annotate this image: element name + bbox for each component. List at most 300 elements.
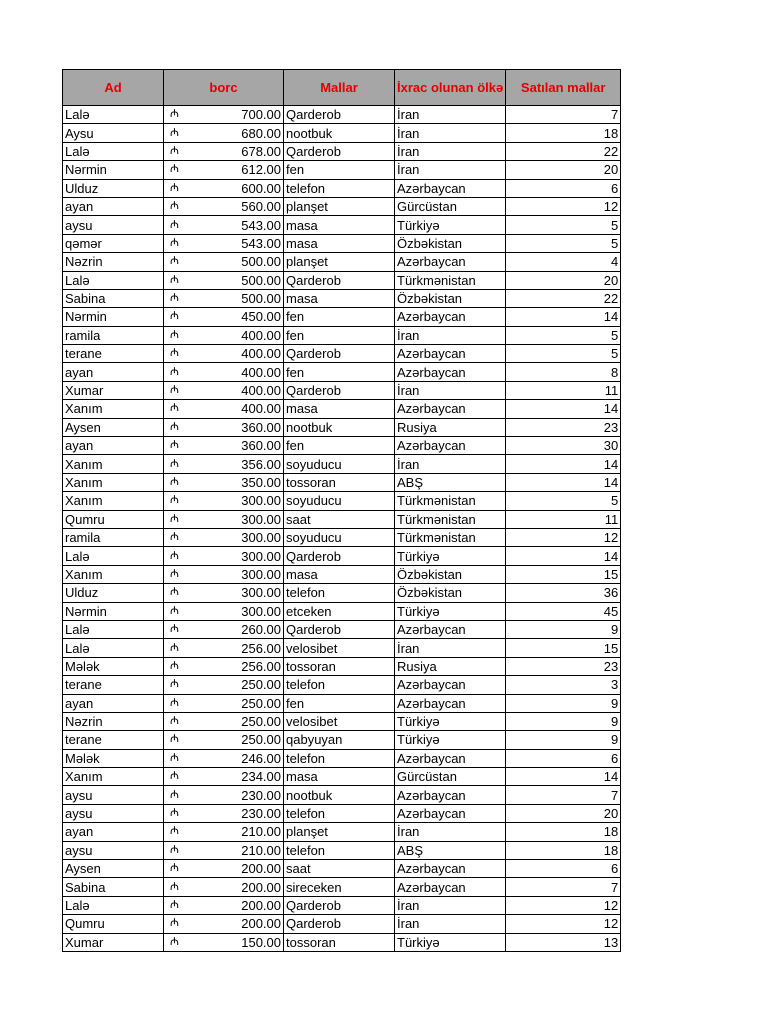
cell-ixrac-olke[interactable]: İran — [395, 106, 506, 124]
cell-mallar[interactable]: masa — [284, 234, 395, 252]
borc-amount: 600.00 — [241, 180, 281, 196]
cell-mallar[interactable]: masa — [284, 768, 395, 786]
cell-borc[interactable] — [164, 216, 284, 234]
cell-ixrac-olke[interactable]: Türkmənistan — [395, 271, 506, 289]
cell-ixrac-olke[interactable]: Türkmənistan — [395, 528, 506, 546]
cell-borc[interactable] — [164, 823, 284, 841]
currency-symbol: ₼ — [170, 641, 179, 654]
cell-satilan-mallar[interactable]: 20 — [506, 271, 621, 289]
cell-ixrac-olke[interactable]: Azərbaycan — [395, 786, 506, 804]
cell-borc[interactable] — [164, 860, 284, 878]
cell-ixrac-olke[interactable]: Özbəkistan — [395, 584, 506, 602]
cell-ad[interactable]: Nərmin — [63, 308, 164, 326]
cell-borc[interactable] — [164, 142, 284, 160]
cell-mallar[interactable]: fen — [284, 308, 395, 326]
cell-ixrac-olke[interactable]: ABŞ — [395, 473, 506, 491]
cell-ad[interactable]: ayan — [63, 694, 164, 712]
cell-satilan-mallar[interactable]: 11 — [506, 510, 621, 528]
cell-mallar[interactable]: telefon — [284, 841, 395, 859]
cell-borc[interactable] — [164, 326, 284, 344]
table-row — [63, 253, 621, 271]
cell-ixrac-olke[interactable]: Özbəkistan — [395, 234, 506, 252]
currency-symbol: ₼ — [170, 255, 179, 268]
header-satilan-mallar[interactable]: Satılan mallar — [506, 70, 621, 106]
cell-satilan-mallar[interactable]: 45 — [506, 602, 621, 620]
cell-mallar[interactable]: nootbuk — [284, 124, 395, 142]
cell-satilan-mallar[interactable]: 23 — [506, 418, 621, 436]
cell-mallar[interactable]: soyuducu — [284, 492, 395, 510]
cell-satilan-mallar[interactable]: 12 — [506, 915, 621, 933]
table-row — [63, 620, 621, 638]
borc-amount: 400.00 — [241, 401, 281, 417]
borc-amount: 210.00 — [241, 824, 281, 840]
cell-ixrac-olke[interactable]: Özbəkistan — [395, 289, 506, 307]
cell-borc[interactable] — [164, 896, 284, 914]
currency-symbol: ₼ — [170, 512, 179, 525]
cell-ixrac-olke[interactable]: Rusiya — [395, 657, 506, 675]
cell-ixrac-olke[interactable]: Gürcüstan — [395, 768, 506, 786]
cell-ixrac-olke[interactable]: Türkiyə — [395, 731, 506, 749]
cell-mallar[interactable]: Qarderob — [284, 547, 395, 565]
cell-ixrac-olke[interactable]: Azərbaycan — [395, 437, 506, 455]
cell-satilan-mallar[interactable]: 6 — [506, 749, 621, 767]
cell-mallar[interactable]: telefon — [284, 749, 395, 767]
data-table — [62, 69, 621, 952]
cell-borc[interactable] — [164, 933, 284, 951]
cell-mallar[interactable]: Qarderob — [284, 915, 395, 933]
currency-symbol: ₼ — [170, 347, 179, 360]
cell-satilan-mallar[interactable]: 14 — [506, 473, 621, 491]
table-row — [63, 657, 621, 675]
cell-borc[interactable] — [164, 584, 284, 602]
table-row — [63, 381, 621, 399]
table-row — [63, 841, 621, 859]
cell-satilan-mallar[interactable]: 5 — [506, 234, 621, 252]
cell-ad[interactable]: Lalə — [63, 896, 164, 914]
cell-ad[interactable]: Lalə — [63, 620, 164, 638]
cell-mallar[interactable]: saat — [284, 510, 395, 528]
cell-mallar[interactable]: fen — [284, 326, 395, 344]
cell-borc[interactable] — [164, 731, 284, 749]
cell-mallar[interactable]: masa — [284, 400, 395, 418]
cell-mallar[interactable]: velosibet — [284, 639, 395, 657]
cell-ixrac-olke[interactable]: Türkmənistan — [395, 492, 506, 510]
cell-satilan-mallar[interactable]: 18 — [506, 823, 621, 841]
cell-borc[interactable] — [164, 915, 284, 933]
cell-satilan-mallar[interactable]: 12 — [506, 896, 621, 914]
cell-ad[interactable]: aysu — [63, 786, 164, 804]
cell-ad[interactable]: ayan — [63, 197, 164, 215]
table-row — [63, 161, 621, 179]
cell-ixrac-olke[interactable]: Azərbaycan — [395, 253, 506, 271]
cell-mallar[interactable]: planşet — [284, 253, 395, 271]
cell-ixrac-olke[interactable]: Türkiyə — [395, 602, 506, 620]
cell-mallar[interactable]: qabyuyan — [284, 731, 395, 749]
cell-borc[interactable] — [164, 400, 284, 418]
cell-mallar[interactable]: Qarderob — [284, 106, 395, 124]
cell-ad[interactable]: Lalə — [63, 271, 164, 289]
borc-amount: 360.00 — [241, 438, 281, 454]
table-row — [63, 712, 621, 730]
cell-satilan-mallar[interactable]: 9 — [506, 620, 621, 638]
cell-ad[interactable]: qəmər — [63, 234, 164, 252]
cell-mallar[interactable]: tossoran — [284, 933, 395, 951]
cell-ad[interactable]: Xanım — [63, 455, 164, 473]
cell-ixrac-olke[interactable]: Azərbaycan — [395, 308, 506, 326]
cell-ad[interactable]: Nəzrin — [63, 253, 164, 271]
header-mallar[interactable]: Mallar — [284, 70, 395, 106]
cell-ad[interactable]: ayan — [63, 363, 164, 381]
cell-mallar[interactable]: Qarderob — [284, 271, 395, 289]
table-row — [63, 492, 621, 510]
cell-satilan-mallar[interactable]: 36 — [506, 584, 621, 602]
cell-borc[interactable] — [164, 473, 284, 491]
cell-ad[interactable]: Nərmin — [63, 602, 164, 620]
cell-borc[interactable] — [164, 363, 284, 381]
cell-satilan-mallar[interactable]: 7 — [506, 878, 621, 896]
cell-ad[interactable]: Aysu — [63, 124, 164, 142]
cell-ad[interactable]: Xanım — [63, 565, 164, 583]
cell-ad[interactable]: terane — [63, 345, 164, 363]
cell-borc[interactable] — [164, 345, 284, 363]
cell-borc[interactable] — [164, 418, 284, 436]
cell-borc[interactable] — [164, 749, 284, 767]
header-ad[interactable]: Ad — [63, 70, 164, 106]
cell-satilan-mallar[interactable]: 5 — [506, 216, 621, 234]
cell-borc[interactable] — [164, 676, 284, 694]
cell-satilan-mallar[interactable]: 15 — [506, 639, 621, 657]
cell-borc[interactable] — [164, 565, 284, 583]
cell-satilan-mallar[interactable]: 7 — [506, 106, 621, 124]
cell-satilan-mallar[interactable]: 6 — [506, 179, 621, 197]
currency-symbol: ₼ — [170, 807, 179, 820]
cell-ad[interactable]: Aysen — [63, 860, 164, 878]
cell-ad[interactable]: terane — [63, 676, 164, 694]
cell-borc[interactable] — [164, 768, 284, 786]
currency-symbol: ₼ — [170, 825, 179, 838]
currency-symbol: ₼ — [170, 494, 179, 507]
currency-symbol: ₼ — [170, 457, 179, 470]
cell-ixrac-olke[interactable]: Azərbaycan — [395, 860, 506, 878]
cell-ixrac-olke[interactable]: İran — [395, 124, 506, 142]
borc-amount: 230.00 — [241, 806, 281, 822]
cell-ad[interactable]: Nəzrin — [63, 712, 164, 730]
cell-satilan-mallar[interactable]: 14 — [506, 547, 621, 565]
cell-ixrac-olke[interactable]: Azərbaycan — [395, 345, 506, 363]
cell-ad[interactable]: Nərmin — [63, 161, 164, 179]
cell-borc[interactable] — [164, 712, 284, 730]
borc-amount: 400.00 — [241, 346, 281, 362]
cell-satilan-mallar[interactable]: 5 — [506, 326, 621, 344]
cell-ad[interactable]: Qumru — [63, 915, 164, 933]
cell-borc[interactable] — [164, 197, 284, 215]
cell-borc[interactable] — [164, 253, 284, 271]
cell-satilan-mallar[interactable]: 4 — [506, 253, 621, 271]
cell-mallar[interactable]: telefon — [284, 179, 395, 197]
cell-ad[interactable]: Xanım — [63, 473, 164, 491]
cell-borc[interactable] — [164, 841, 284, 859]
cell-satilan-mallar[interactable]: 9 — [506, 731, 621, 749]
currency-symbol: ₼ — [170, 898, 179, 911]
cell-satilan-mallar[interactable]: 7 — [506, 786, 621, 804]
currency-symbol: ₼ — [170, 917, 179, 930]
table-row — [63, 124, 621, 142]
cell-mallar[interactable]: telefon — [284, 804, 395, 822]
cell-borc[interactable] — [164, 381, 284, 399]
cell-ixrac-olke[interactable]: İran — [395, 823, 506, 841]
borc-amount: 246.00 — [241, 750, 281, 766]
cell-ixrac-olke[interactable]: Azərbaycan — [395, 620, 506, 638]
header-ixrac-olke[interactable]: İxrac olunan ölkə — [395, 70, 506, 106]
cell-satilan-mallar[interactable]: 8 — [506, 363, 621, 381]
cell-ad[interactable]: Ulduz — [63, 179, 164, 197]
cell-mallar[interactable]: planşet — [284, 823, 395, 841]
borc-amount: 250.00 — [241, 714, 281, 730]
table-row — [63, 455, 621, 473]
cell-satilan-mallar[interactable]: 22 — [506, 142, 621, 160]
cell-ixrac-olke[interactable]: Gürcüstan — [395, 197, 506, 215]
table-row — [63, 860, 621, 878]
cell-satilan-mallar[interactable]: 5 — [506, 345, 621, 363]
cell-mallar[interactable]: tossoran — [284, 657, 395, 675]
currency-symbol: ₼ — [170, 218, 179, 231]
table-row — [63, 933, 621, 951]
cell-mallar[interactable]: fen — [284, 437, 395, 455]
cell-satilan-mallar[interactable]: 14 — [506, 455, 621, 473]
table-row — [63, 768, 621, 786]
cell-ixrac-olke[interactable]: İran — [395, 896, 506, 914]
currency-symbol: ₼ — [170, 126, 179, 139]
cell-borc[interactable] — [164, 804, 284, 822]
cell-ad[interactable]: Lalə — [63, 639, 164, 657]
currency-symbol: ₼ — [170, 108, 179, 121]
cell-satilan-mallar[interactable]: 9 — [506, 694, 621, 712]
cell-satilan-mallar[interactable]: 14 — [506, 768, 621, 786]
cell-ixrac-olke[interactable]: Azərbaycan — [395, 694, 506, 712]
cell-mallar[interactable]: Qarderob — [284, 381, 395, 399]
cell-satilan-mallar[interactable]: 22 — [506, 289, 621, 307]
cell-mallar[interactable]: soyuducu — [284, 455, 395, 473]
cell-ixrac-olke[interactable]: Azərbaycan — [395, 363, 506, 381]
cell-ad[interactable]: Xanım — [63, 768, 164, 786]
cell-satilan-mallar[interactable]: 14 — [506, 308, 621, 326]
cell-ad[interactable]: aysu — [63, 841, 164, 859]
table-row — [63, 326, 621, 344]
borc-amount: 250.00 — [241, 677, 281, 693]
currency-symbol: ₼ — [170, 420, 179, 433]
currency-symbol: ₼ — [170, 531, 179, 544]
cell-mallar[interactable]: sireceken — [284, 878, 395, 896]
cell-mallar[interactable]: nootbuk — [284, 786, 395, 804]
table-row — [63, 602, 621, 620]
cell-mallar[interactable]: etceken — [284, 602, 395, 620]
cell-satilan-mallar[interactable]: 12 — [506, 528, 621, 546]
cell-satilan-mallar[interactable]: 20 — [506, 161, 621, 179]
cell-ixrac-olke[interactable]: Azərbaycan — [395, 878, 506, 896]
cell-ixrac-olke[interactable]: Azərbaycan — [395, 179, 506, 197]
cell-satilan-mallar[interactable]: 15 — [506, 565, 621, 583]
cell-ixrac-olke[interactable]: İran — [395, 161, 506, 179]
cell-mallar[interactable]: masa — [284, 289, 395, 307]
cell-borc[interactable] — [164, 620, 284, 638]
cell-ad[interactable]: Lalə — [63, 106, 164, 124]
cell-ad[interactable]: Mələk — [63, 749, 164, 767]
cell-ad[interactable]: Xanım — [63, 492, 164, 510]
cell-satilan-mallar[interactable]: 3 — [506, 676, 621, 694]
currency-symbol: ₼ — [170, 733, 179, 746]
cell-borc[interactable] — [164, 878, 284, 896]
cell-borc[interactable] — [164, 639, 284, 657]
currency-symbol: ₼ — [170, 181, 179, 194]
cell-ad[interactable]: Sabina — [63, 289, 164, 307]
cell-ixrac-olke[interactable]: ABŞ — [395, 841, 506, 859]
cell-ixrac-olke[interactable]: Türkiyə — [395, 216, 506, 234]
borc-amount: 256.00 — [241, 640, 281, 656]
cell-borc[interactable] — [164, 437, 284, 455]
table-row — [63, 565, 621, 583]
cell-borc[interactable] — [164, 602, 284, 620]
cell-ad[interactable]: Xumar — [63, 933, 164, 951]
cell-satilan-mallar[interactable]: 23 — [506, 657, 621, 675]
cell-ad[interactable]: Aysen — [63, 418, 164, 436]
cell-ad[interactable]: Lalə — [63, 142, 164, 160]
borc-amount: 450.00 — [241, 309, 281, 325]
cell-borc[interactable] — [164, 289, 284, 307]
cell-ixrac-olke[interactable]: Türkmənistan — [395, 510, 506, 528]
cell-ixrac-olke[interactable]: İran — [395, 381, 506, 399]
cell-ad[interactable]: ayan — [63, 823, 164, 841]
table-row — [63, 528, 621, 546]
currency-symbol: ₼ — [170, 292, 179, 305]
cell-ad[interactable]: Sabina — [63, 878, 164, 896]
cell-ixrac-olke[interactable]: İran — [395, 326, 506, 344]
cell-ixrac-olke[interactable]: Rusiya — [395, 418, 506, 436]
cell-ad[interactable]: ramila — [63, 528, 164, 546]
table-row — [63, 289, 621, 307]
cell-mallar[interactable]: nootbuk — [284, 418, 395, 436]
cell-ixrac-olke[interactable]: Türkiyə — [395, 547, 506, 565]
cell-ad[interactable]: Xumar — [63, 381, 164, 399]
cell-ixrac-olke[interactable]: Azərbaycan — [395, 400, 506, 418]
cell-borc[interactable] — [164, 271, 284, 289]
cell-satilan-mallar[interactable]: 18 — [506, 124, 621, 142]
cell-ixrac-olke[interactable]: Türkiyə — [395, 712, 506, 730]
cell-mallar[interactable]: Qarderob — [284, 620, 395, 638]
cell-satilan-mallar[interactable]: 5 — [506, 492, 621, 510]
table-row — [63, 584, 621, 602]
cell-satilan-mallar[interactable]: 12 — [506, 197, 621, 215]
cell-ad[interactable]: Qumru — [63, 510, 164, 528]
currency-symbol: ₼ — [170, 604, 179, 617]
cell-borc[interactable] — [164, 657, 284, 675]
borc-amount: 560.00 — [241, 199, 281, 215]
cell-borc[interactable] — [164, 786, 284, 804]
cell-borc[interactable] — [164, 234, 284, 252]
cell-ad[interactable]: Ulduz — [63, 584, 164, 602]
cell-borc[interactable] — [164, 455, 284, 473]
cell-ad[interactable]: terane — [63, 731, 164, 749]
cell-mallar[interactable]: soyuducu — [284, 528, 395, 546]
cell-satilan-mallar[interactable]: 20 — [506, 804, 621, 822]
cell-borc[interactable] — [164, 161, 284, 179]
cell-mallar[interactable]: Qarderob — [284, 142, 395, 160]
cell-mallar[interactable]: masa — [284, 565, 395, 583]
cell-ad[interactable]: Xanım — [63, 400, 164, 418]
cell-mallar[interactable]: telefon — [284, 584, 395, 602]
cell-satilan-mallar[interactable]: 14 — [506, 400, 621, 418]
cell-satilan-mallar[interactable]: 6 — [506, 860, 621, 878]
borc-amount: 400.00 — [241, 383, 281, 399]
cell-ad[interactable]: Lalə — [63, 547, 164, 565]
cell-mallar[interactable]: fen — [284, 161, 395, 179]
header-borc[interactable]: borc — [164, 70, 284, 106]
borc-amount: 300.00 — [241, 585, 281, 601]
cell-ixrac-olke[interactable]: Azərbaycan — [395, 749, 506, 767]
cell-mallar[interactable]: velosibet — [284, 712, 395, 730]
cell-ixrac-olke[interactable]: Türkiyə — [395, 933, 506, 951]
table-row — [63, 473, 621, 491]
borc-amount: 150.00 — [241, 934, 281, 950]
cell-satilan-mallar[interactable]: 18 — [506, 841, 621, 859]
cell-ixrac-olke[interactable]: İran — [395, 639, 506, 657]
cell-borc[interactable] — [164, 106, 284, 124]
cell-ixrac-olke[interactable]: İran — [395, 455, 506, 473]
table-row — [63, 363, 621, 381]
currency-symbol: ₼ — [170, 788, 179, 801]
currency-symbol: ₼ — [170, 402, 179, 415]
cell-borc[interactable] — [164, 492, 284, 510]
cell-mallar[interactable]: fen — [284, 363, 395, 381]
cell-ixrac-olke[interactable]: İran — [395, 142, 506, 160]
cell-mallar[interactable]: Qarderob — [284, 345, 395, 363]
cell-satilan-mallar[interactable]: 30 — [506, 437, 621, 455]
cell-satilan-mallar[interactable]: 9 — [506, 712, 621, 730]
cell-mallar[interactable]: planşet — [284, 197, 395, 215]
cell-borc[interactable] — [164, 528, 284, 546]
borc-amount: 256.00 — [241, 658, 281, 674]
header-row — [63, 70, 621, 106]
cell-mallar[interactable]: Qarderob — [284, 896, 395, 914]
cell-borc[interactable] — [164, 124, 284, 142]
cell-ad[interactable]: aysu — [63, 216, 164, 234]
cell-ixrac-olke[interactable]: İran — [395, 915, 506, 933]
cell-ad[interactable]: Mələk — [63, 657, 164, 675]
cell-mallar[interactable]: fen — [284, 694, 395, 712]
cell-ad[interactable]: ayan — [63, 437, 164, 455]
table-row — [63, 234, 621, 252]
cell-satilan-mallar[interactable]: 13 — [506, 933, 621, 951]
cell-borc[interactable] — [164, 510, 284, 528]
cell-mallar[interactable]: masa — [284, 216, 395, 234]
cell-ixrac-olke[interactable]: Azərbaycan — [395, 676, 506, 694]
currency-symbol: ₼ — [170, 715, 179, 728]
cell-satilan-mallar[interactable]: 11 — [506, 381, 621, 399]
cell-ixrac-olke[interactable]: Özbəkistan — [395, 565, 506, 583]
cell-mallar[interactable]: tossoran — [284, 473, 395, 491]
cell-ixrac-olke[interactable]: Azərbaycan — [395, 804, 506, 822]
borc-amount: 234.00 — [241, 769, 281, 785]
cell-borc[interactable] — [164, 547, 284, 565]
cell-ad[interactable]: ramila — [63, 326, 164, 344]
cell-mallar[interactable]: telefon — [284, 676, 395, 694]
table-row — [63, 676, 621, 694]
borc-amount: 500.00 — [241, 291, 281, 307]
cell-ad[interactable]: aysu — [63, 804, 164, 822]
cell-borc[interactable] — [164, 308, 284, 326]
cell-mallar[interactable]: saat — [284, 860, 395, 878]
cell-borc[interactable] — [164, 179, 284, 197]
cell-borc[interactable] — [164, 694, 284, 712]
